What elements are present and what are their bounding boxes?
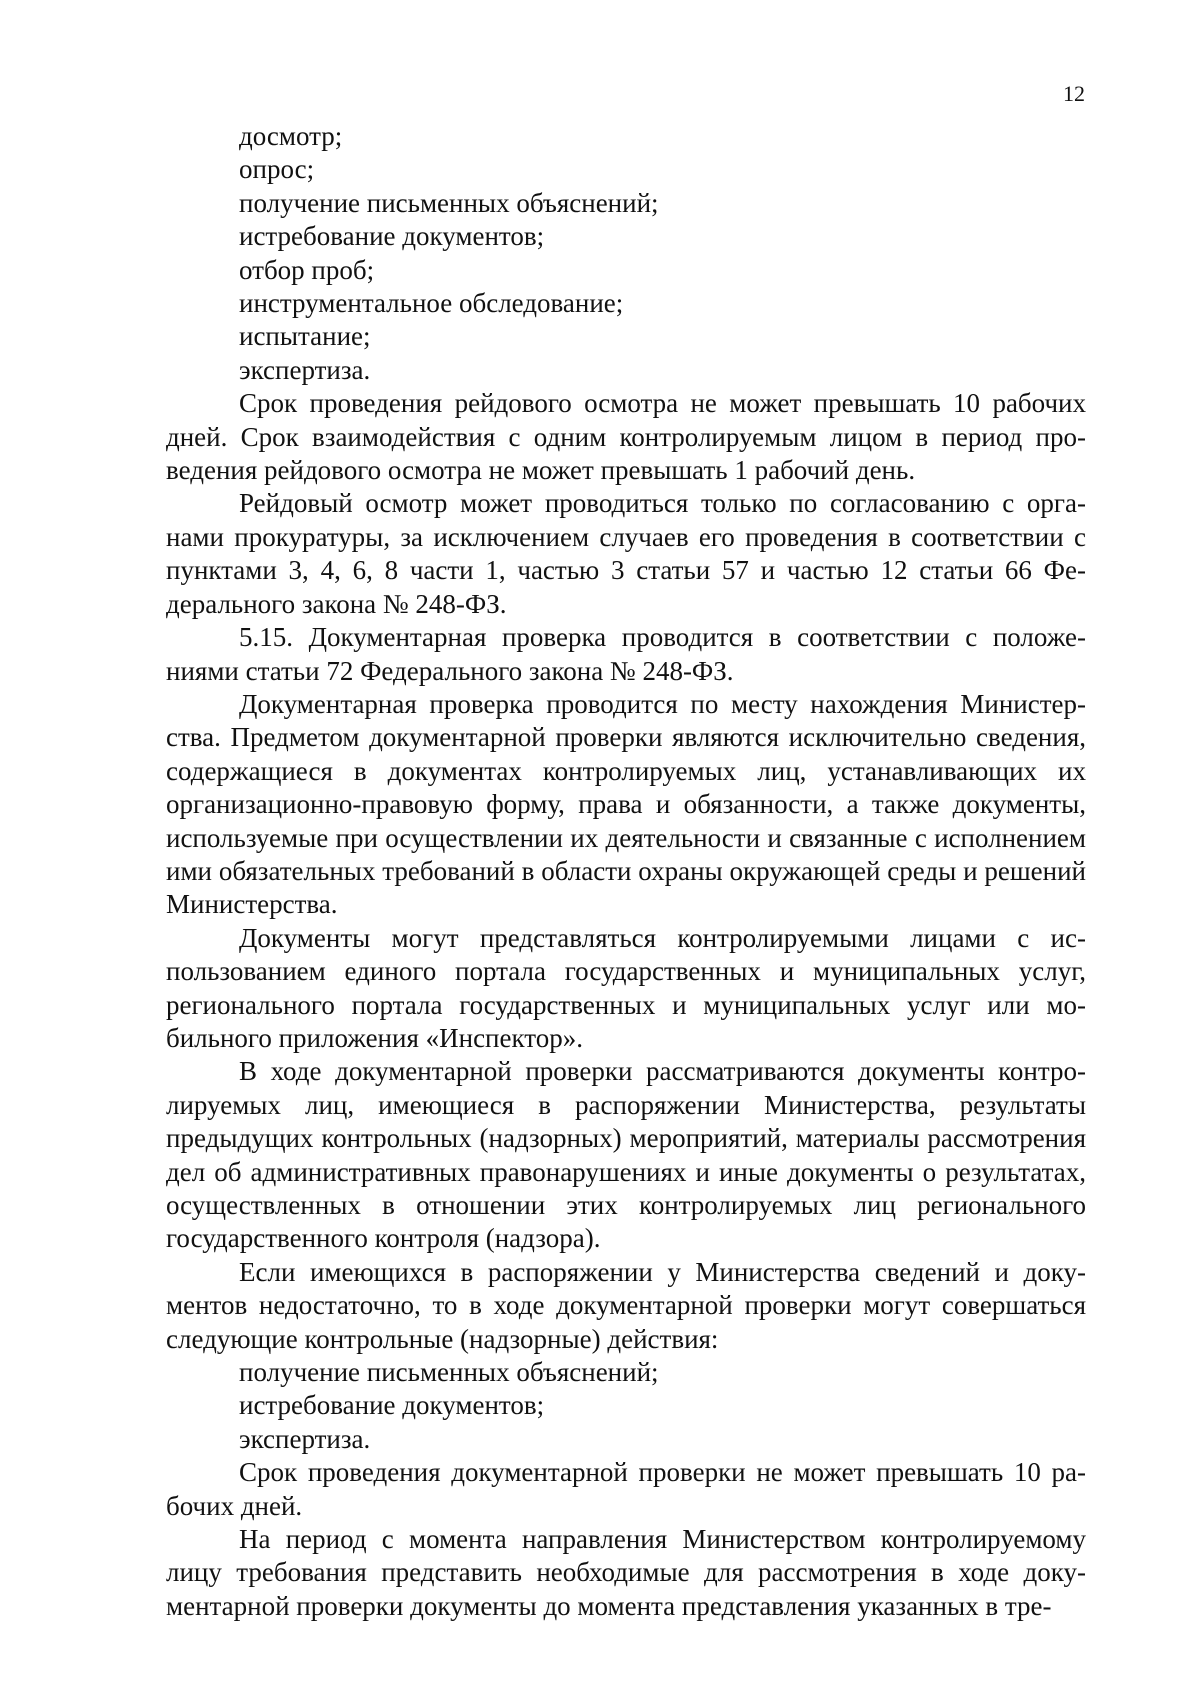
paragraph-section-5-15: 5.15. Документарная проверка проводится в соответствии с положениями статьи 72 Федерального закона № 248-ФЗ.: [166, 622, 1086, 686]
paragraph-document-submission: Документы могут представляться контролируемыми лицами с использованием единого портала государственных и муниципальных услуг, регионального портала государственных и муниципальных услуг или мобильного приложения «Инспектор».: [166, 922, 1086, 1053]
list-item-expertise-2: экспертиза.: [239, 1423, 371, 1454]
page-number: 12: [1063, 81, 1085, 106]
paragraph-request-period: На период с момента направления Министерством контролируемому лицу требования представить необходимые для рассмотрения в ходе документарной проверки документы до момента представления указанных в тре-: [166, 1524, 1086, 1621]
list-item-expertise: экспертиза.: [239, 354, 371, 385]
list-item-testing: испытание;: [239, 321, 371, 352]
list-item-written-explanations-2: получение письменных объяснений;: [239, 1357, 659, 1388]
list-item-survey: опрос;: [239, 154, 315, 185]
paragraph-documentary-check-duration: Срок проведения документарной проверки не может превышать 10 рабочих дней.: [166, 1457, 1086, 1521]
paragraph-raid-approval: Рейдовый осмотр может проводиться только по согласованию с органами прокуратуры, за исключением случаев его проведения в соответствии с пунктами 3, 4, 6, 8 части 1, частью 3 статьи 57 и частью 12 статьи 66 Федерального закона № 248-ФЗ.: [166, 488, 1086, 619]
paragraph-documents-reviewed: В ходе документарной проверки рассматриваются документы контролируемых лиц, имеющиеся в распоряжении Министерства, результаты предыдущих контрольных (надзорных) мероприятий, материалы рассмотрения дел об административных правонарушениях и иные документы о результатах, осуществленных в отношении этих контролируемых лиц регионального государственного контроля (надзора).: [166, 1056, 1086, 1254]
list-item-instrumental-examination: инструментальное обследование;: [239, 288, 624, 319]
list-item-sampling: отбор проб;: [239, 254, 375, 285]
paragraph-additional-actions: Если имеющихся в распоряжении у Министерства сведений и документов недостаточно, то в ходе документарной проверки могут совершаться следующие контрольные (надзорные) действия:: [166, 1256, 1086, 1354]
document-body: [166, 120, 1086, 1623]
list-item-inspection: досмотр;: [239, 121, 343, 151]
paragraph-raid-duration: Срок проведения рейдового осмотра не может превышать 10 рабочих дней. Срок взаимодействия с одним контролируемым лицом в период проведения рейдового осмотра не может превышать 1 рабочий день.: [166, 388, 1086, 486]
list-item-written-explanations: получение письменных объяснений;: [239, 187, 659, 218]
list-item-document-request-2: истребование документов;: [239, 1390, 545, 1421]
list-item-document-request: истребование документов;: [239, 221, 545, 252]
paragraph-documentary-check-subject: Документарная проверка проводится по месту нахождения Министерства. Предметом документарной проверки являются исключительно сведения, содержащиеся в документах контролируемых лиц, устанавливающих их организационно-правовую форму, права и обязанности, а также документы, используемые при осуществлении их деятельности и связанные с исполнением ими обязательных требований в области охраны окружающей среды и решений Министерства.: [166, 688, 1086, 920]
